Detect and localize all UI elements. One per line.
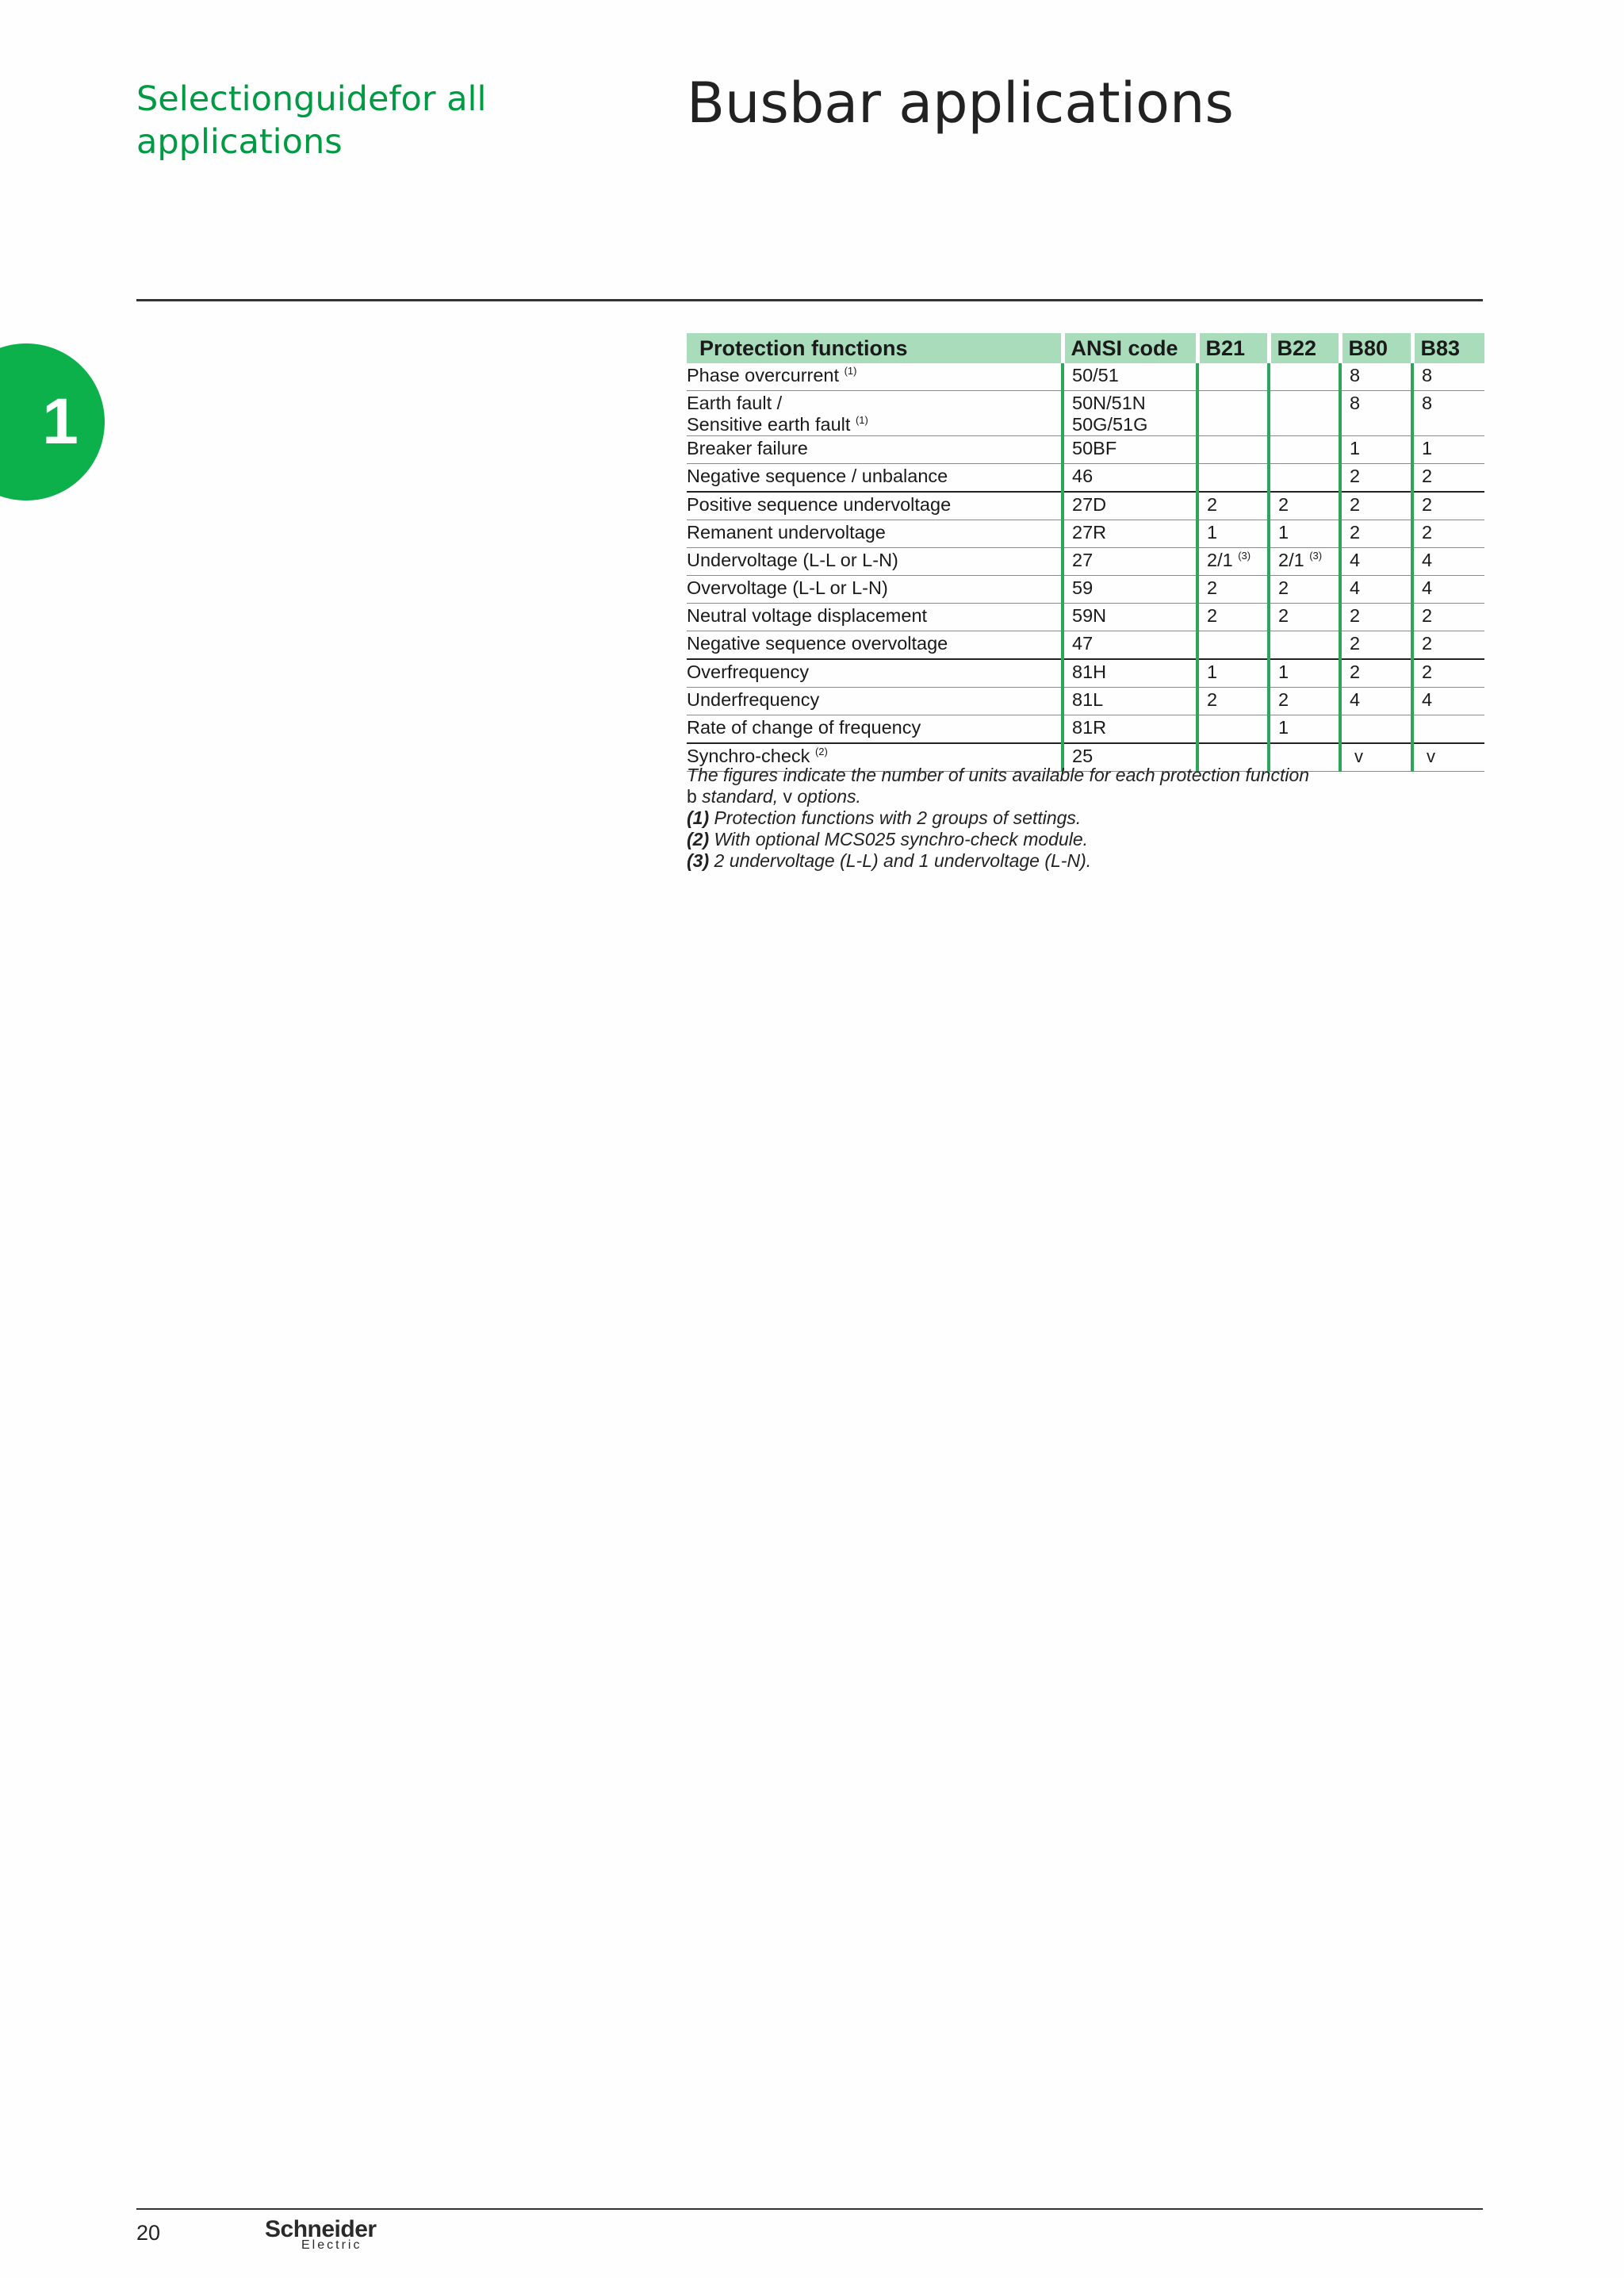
- function-name: Rate of change of frequency: [687, 715, 1063, 744]
- table-row: [687, 492, 1484, 520]
- notes-intro: The figures indicate the number of units available for each protection function: [687, 765, 1310, 785]
- b83-value: 4: [1412, 688, 1484, 715]
- header-ansi-code: ANSI code: [1063, 333, 1197, 363]
- ansi-code: 50BF: [1063, 436, 1197, 464]
- ansi-code: 27R: [1063, 520, 1197, 548]
- table-row: [687, 576, 1484, 604]
- b83-value: 2: [1412, 464, 1484, 493]
- b83-value: 8: [1412, 391, 1484, 436]
- b80-value: 2: [1340, 492, 1412, 520]
- b21-value: [1197, 631, 1269, 660]
- option-mark: v: [1354, 746, 1363, 766]
- b21-value: 2: [1197, 604, 1269, 631]
- b22-value: 2/1 $^{(3)}$: [1269, 548, 1340, 576]
- b22-value: 2: [1269, 688, 1340, 715]
- b21-value: 1: [1197, 520, 1269, 548]
- b22-value: 1: [1269, 520, 1340, 548]
- b21-value: 2/1 $^{(3)}$: [1197, 548, 1269, 576]
- ansi-code: 25: [1063, 743, 1197, 772]
- b22-value: [1269, 391, 1340, 436]
- b80-value: 4: [1340, 688, 1412, 715]
- ansi-code: 81L: [1063, 688, 1197, 715]
- b21-value: 2: [1197, 688, 1269, 715]
- table-row: [687, 520, 1484, 548]
- b83-value: [1412, 715, 1484, 744]
- b83-value: 8: [1412, 363, 1484, 391]
- footnote-2: (2) With optional MCS025 synchro-check module.: [687, 829, 1089, 849]
- table-row: [687, 363, 1484, 391]
- table-header-row: [687, 333, 1484, 363]
- section-title: Selectionguidefor all applications: [136, 79, 487, 162]
- header-b22: B22: [1269, 333, 1340, 363]
- table-row: [687, 715, 1484, 744]
- b22-value: 1: [1269, 659, 1340, 688]
- function-name: Phase overcurrent $^{(1)}$: [687, 363, 1063, 391]
- function-name: Breaker failure: [687, 436, 1063, 464]
- b80-value: 2: [1340, 464, 1412, 493]
- b83-value: 1: [1412, 436, 1484, 464]
- page-title: Busbar applications: [687, 71, 1234, 136]
- function-name: Positive sequence undervoltage: [687, 492, 1063, 520]
- b80-value: 2: [1340, 604, 1412, 631]
- option-mark: v: [1427, 746, 1435, 766]
- ansi-code: 50N/51N 50G/51G: [1063, 391, 1197, 436]
- b80-value: 8: [1340, 363, 1412, 391]
- ansi-code: 50/51: [1063, 363, 1197, 391]
- b83-value: 4: [1412, 548, 1484, 576]
- b21-value: [1197, 715, 1269, 744]
- ansi-code: 81R: [1063, 715, 1197, 744]
- header-protection-functions: Protection functions: [687, 333, 1063, 363]
- footer-divider: [136, 2208, 1483, 2210]
- footnote-1: (1) Protection functions with 2 groups of settings.: [687, 807, 1082, 828]
- b22-value: [1269, 631, 1340, 660]
- b21-value: 2: [1197, 492, 1269, 520]
- b22-value: 2: [1269, 576, 1340, 604]
- schneider-electric-logo: Schneider Electric: [265, 2216, 377, 2252]
- footnote-3: (3) 2 undervoltage (L-L) and 1 undervoltage (L-N).: [687, 850, 1092, 871]
- b83-value: 2: [1412, 604, 1484, 631]
- function-name: Overfrequency: [687, 659, 1063, 688]
- ansi-code: 81H: [1063, 659, 1197, 688]
- chapter-badge: [0, 343, 105, 500]
- b80-value: 2: [1340, 520, 1412, 548]
- function-name: Earth fault / Sensitive earth fault $^{(1)}$: [687, 391, 1063, 436]
- function-name: Neutral voltage displacement: [687, 604, 1063, 631]
- page-number: 20: [136, 2221, 161, 2245]
- b83-value: 2: [1412, 631, 1484, 660]
- b22-value: 1: [1269, 715, 1340, 744]
- b21-value: [1197, 436, 1269, 464]
- b21-value: [1197, 391, 1269, 436]
- b83-value: 2: [1412, 659, 1484, 688]
- b22-value: [1269, 363, 1340, 391]
- b80-value: 4: [1340, 576, 1412, 604]
- b83-value: 4: [1412, 576, 1484, 604]
- function-name: Negative sequence overvoltage: [687, 631, 1063, 660]
- b83-value: 2: [1412, 520, 1484, 548]
- b80-value: 8: [1340, 391, 1412, 436]
- b22-value: 2: [1269, 492, 1340, 520]
- protection-functions-table: [687, 333, 1484, 772]
- notes-legend: b standard, v options.: [687, 786, 861, 807]
- b22-value: [1269, 464, 1340, 493]
- b22-value: 2: [1269, 604, 1340, 631]
- function-name: Negative sequence / unbalance: [687, 464, 1063, 493]
- ansi-code: 27D: [1063, 492, 1197, 520]
- ansi-code: 46: [1063, 464, 1197, 493]
- b80-value: 4: [1340, 548, 1412, 576]
- chapter-number: 1: [42, 385, 79, 458]
- function-name: Undervoltage (L-L or L-N): [687, 548, 1063, 576]
- b80-value: 2: [1340, 659, 1412, 688]
- b21-value: 2: [1197, 576, 1269, 604]
- b22-value: [1269, 436, 1340, 464]
- ansi-code: 27: [1063, 548, 1197, 576]
- header-b83: B83: [1412, 333, 1484, 363]
- b21-value: [1197, 363, 1269, 391]
- table-notes: [687, 765, 1480, 872]
- table-row: [687, 688, 1484, 715]
- ansi-code: 59N: [1063, 604, 1197, 631]
- b80-value: 1: [1340, 436, 1412, 464]
- table-row: [687, 436, 1484, 464]
- function-name: Synchro-check $^{(2)}$: [687, 743, 1063, 772]
- table-row: [687, 464, 1484, 493]
- table-row: [687, 604, 1484, 631]
- header-divider: [136, 299, 1483, 301]
- function-name: Underfrequency: [687, 688, 1063, 715]
- table-row: [687, 631, 1484, 660]
- b21-value: [1197, 464, 1269, 493]
- b80-value: 2: [1340, 631, 1412, 660]
- table-row: [687, 391, 1484, 436]
- ansi-code: 47: [1063, 631, 1197, 660]
- function-name: Overvoltage (L-L or L-N): [687, 576, 1063, 604]
- b83-value: 2: [1412, 492, 1484, 520]
- b21-value: 1: [1197, 659, 1269, 688]
- ansi-code: 59: [1063, 576, 1197, 604]
- table-row: [687, 659, 1484, 688]
- header-b80: B80: [1340, 333, 1412, 363]
- header-b21: B21: [1197, 333, 1269, 363]
- table-row: [687, 548, 1484, 576]
- b80-value: [1340, 715, 1412, 744]
- function-name: Remanent undervoltage: [687, 520, 1063, 548]
